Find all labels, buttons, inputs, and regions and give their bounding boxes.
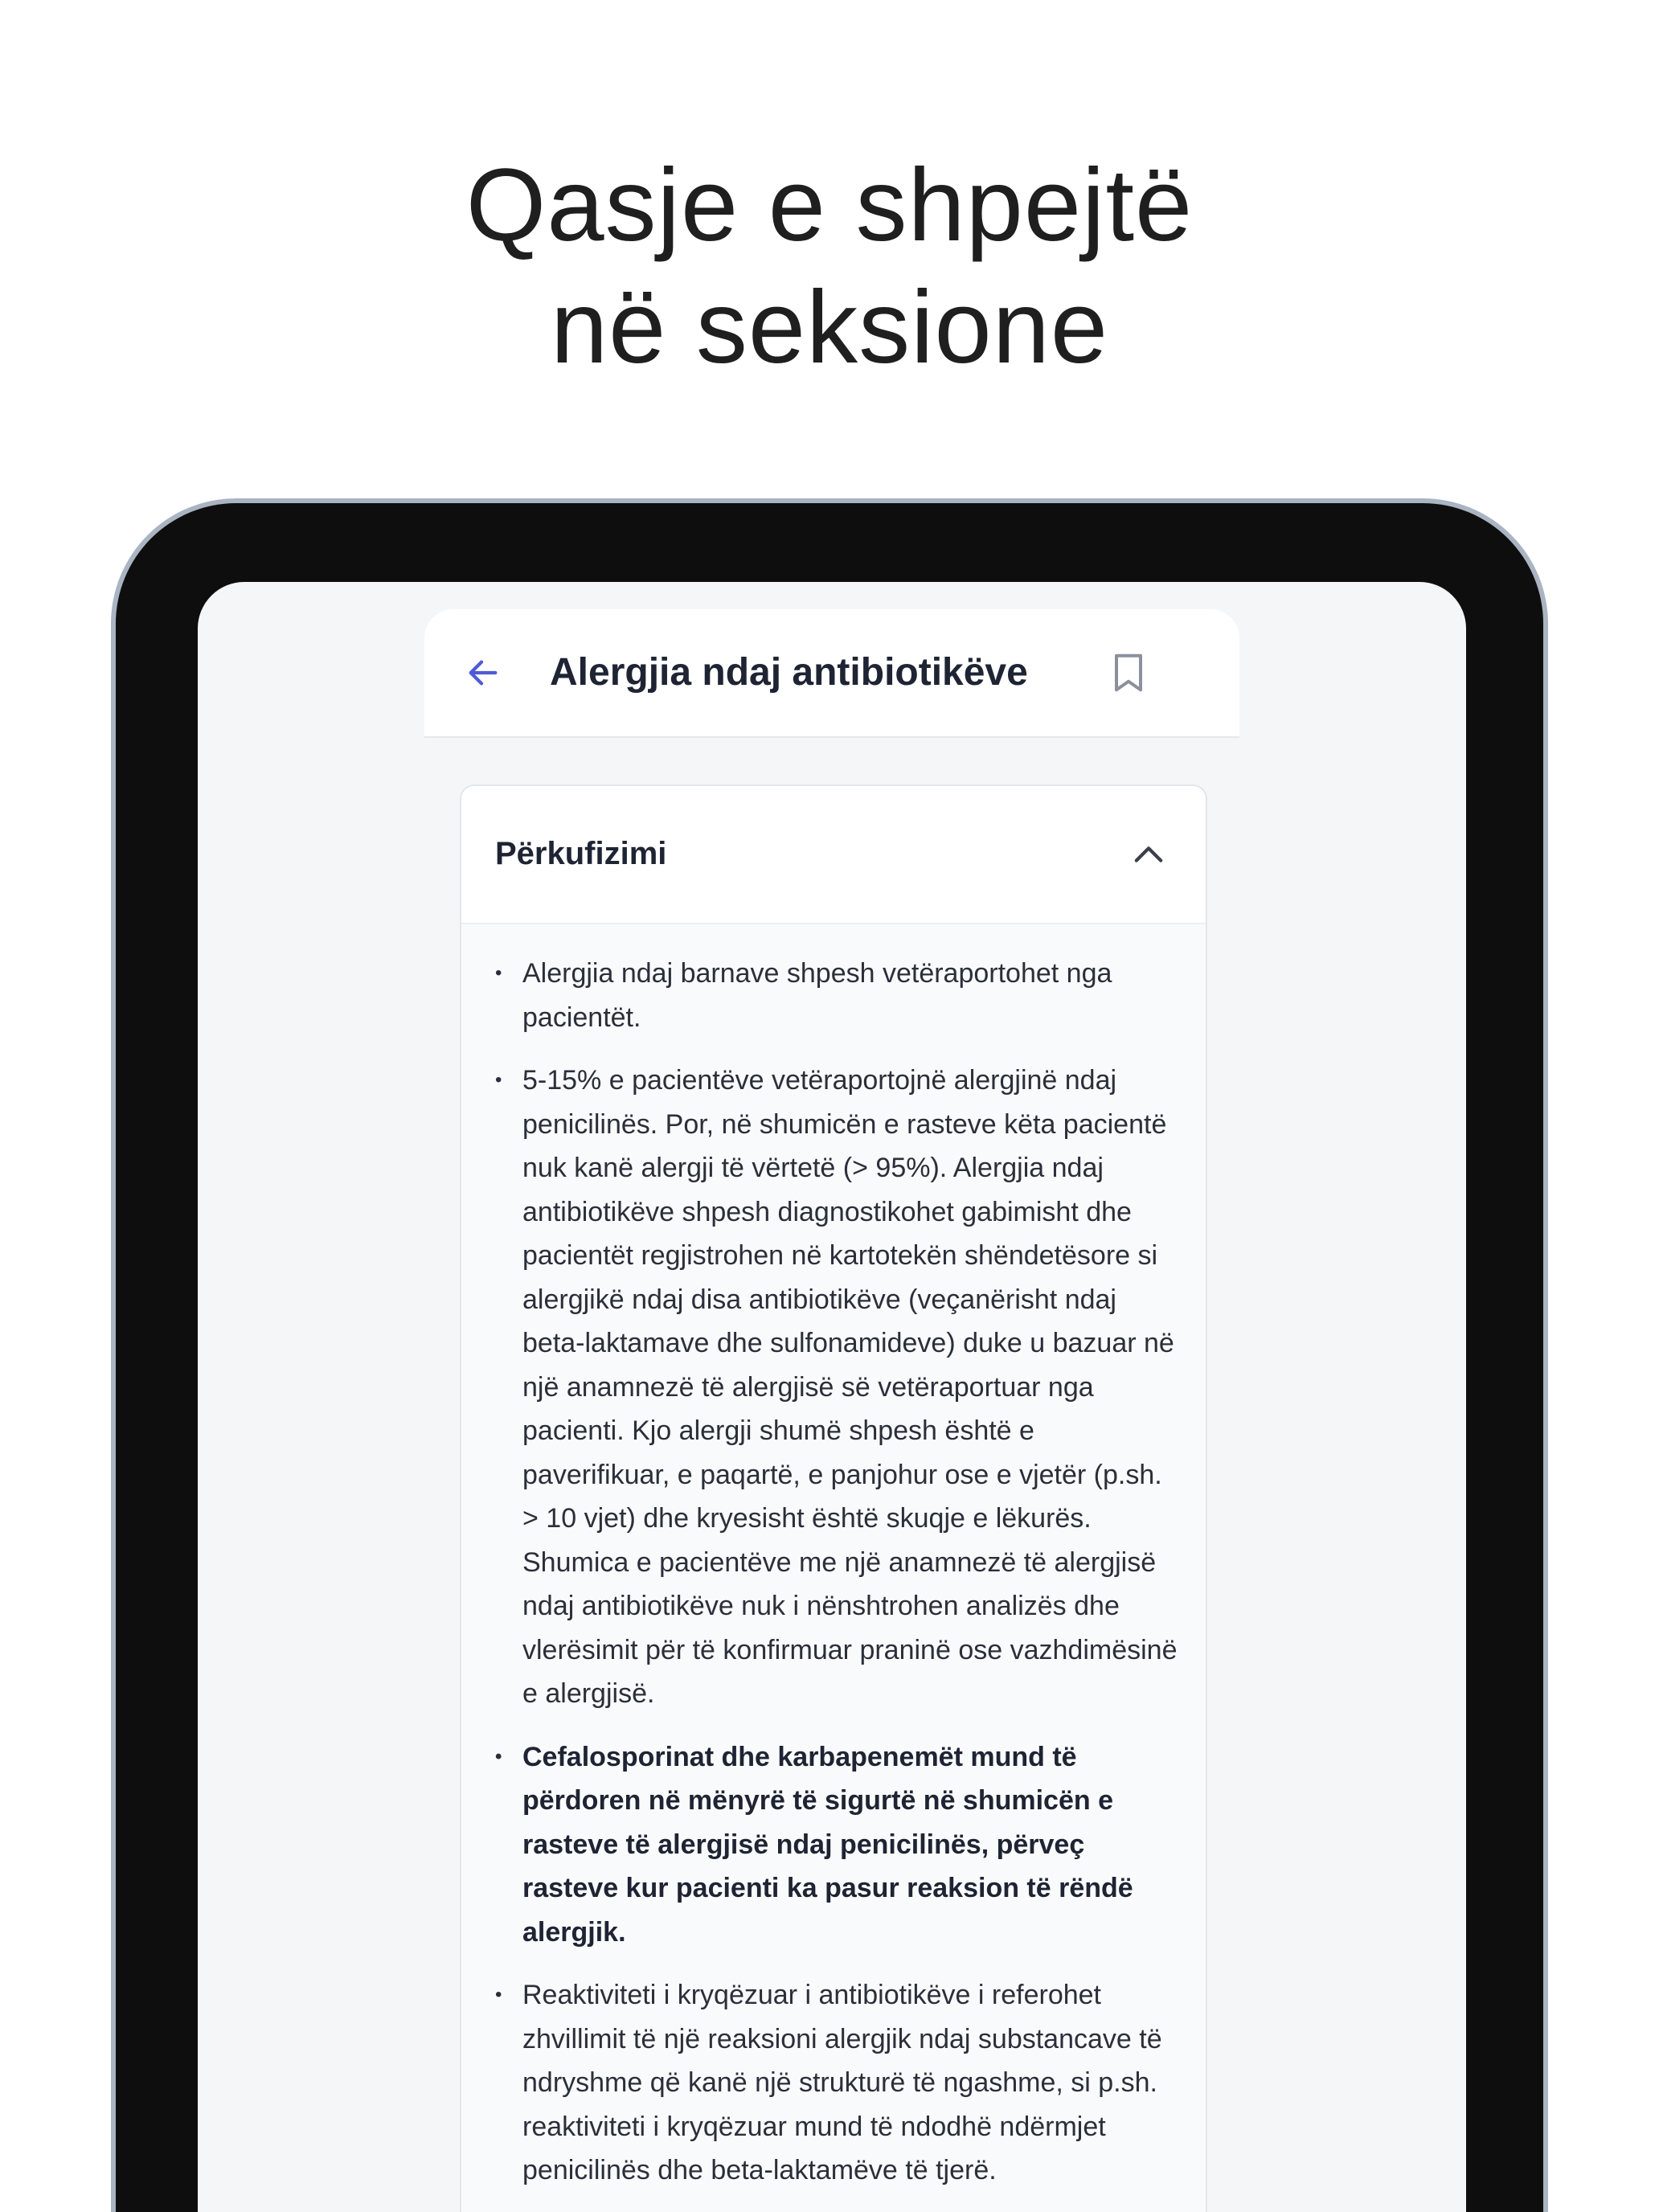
bullet-item: • 5-15% e pacientëve vetëraportojnë alergjinë ndaj penicilinës. Por, në shumicën e rasteve këta pacientë nuk kanë alergji të vërtetë (> 95%). Alergjia ndaj antibiotikëve shpesh diagnostikohet gabimisht dhe pacientët regjistrohen në kartotekën shëndetësore si alergjikë ndaj disa antibiotikëve (veçanërisht ndaj beta-laktamave dhe sulfonamideve) duke u bazuar në një anamnezë të alergjisë së vetëraportuar nga pacienti. Kjo alergji shumë shpesh është e paverifikuar, e paqartë, e panjohur ose e vjetër (p.sh. > 10 vjet) dhe kryesisht është skuqje e lëkurës. Shumica e pacientëve me një anamnezë të alergjisë ndaj antibiotikëve nuk i nënshtrohen analizës dhe vlerësimit për të konfirmuar praninë ose vazhdimësinë e alergjisë. <box>495 1059 1180 1716</box>
bullet-list <box>495 952 1180 2212</box>
arrow-left-icon[interactable] <box>465 654 502 691</box>
page-title: Alergjia ndaj antibiotikëve <box>550 651 1028 694</box>
bookmark-icon[interactable] <box>1112 653 1145 693</box>
promo-headline <box>0 145 1659 389</box>
bullet-item-bold: • Cefalosporinat dhe karbapenemët mund të përdoren në mënyrë të sigurtë në shumicën e rasteve të alergjisë ndaj penicilinës, përveç rasteve kur pacienti ka pasur reaksion të rëndë alergjik. <box>495 1735 1180 1955</box>
bullet-item: • Alergjia ndaj barnave shpesh vetëraportohet nga pacientët. <box>495 952 1180 1039</box>
section-header[interactable] <box>461 786 1206 924</box>
section-body <box>461 924 1206 2212</box>
chevron-up-icon[interactable] <box>1133 842 1164 866</box>
section-card <box>460 784 1207 2212</box>
bullet-item: • Reaktiviteti i kryqëzuar i antibiotikëve i referohet zhvillimit të një reaksioni alergjik ndaj substancave të ndryshme që kanë një strukturë të ngashme, si p.sh. reaktiviteti i kryqëzuar mund të ndodhë ndërmjet penicilinës dhe beta-laktamëve të tjerë. <box>495 1973 1180 2193</box>
headline-line-2: në seksione <box>550 270 1109 385</box>
section-title: Përkufizimi <box>495 836 667 871</box>
headline-line-1: Qasje e shpejtë <box>465 148 1194 263</box>
app-bar <box>424 609 1239 738</box>
tablet-screen <box>198 582 1466 2212</box>
